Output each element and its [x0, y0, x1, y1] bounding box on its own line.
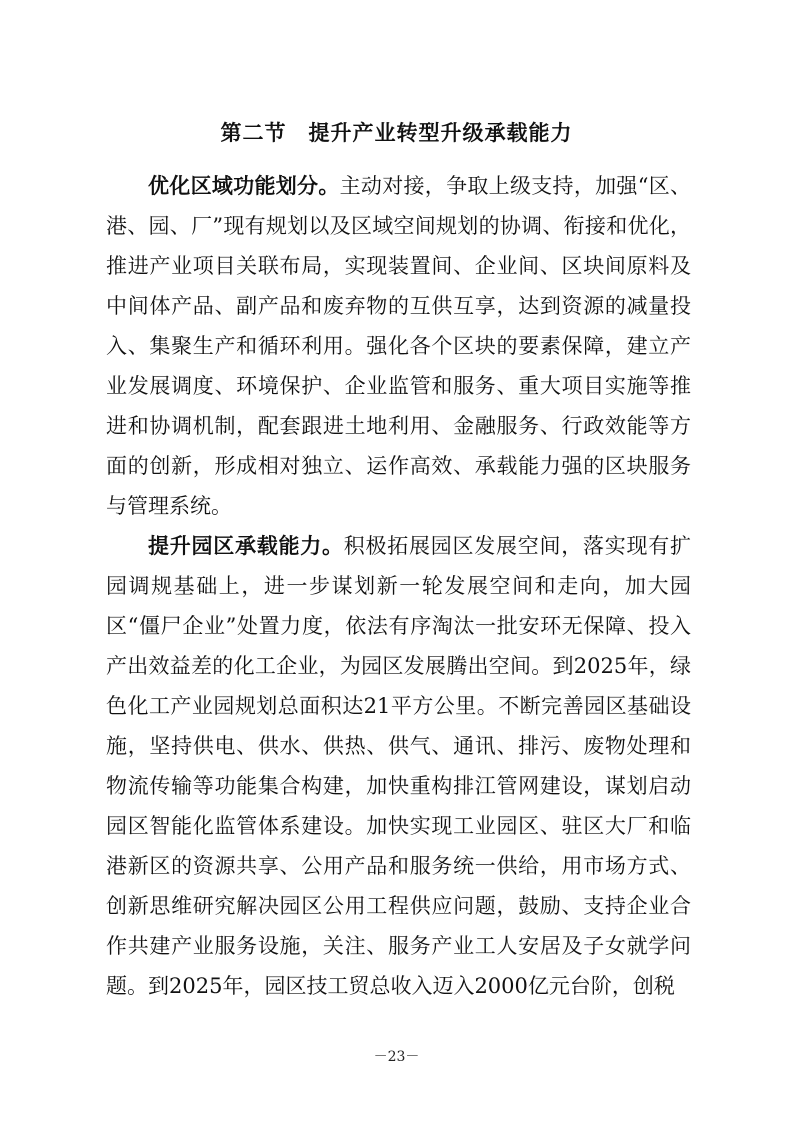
paragraph-park-capacity — [106, 526, 691, 1006]
paragraph-lead: 优化区域功能划分。 — [148, 174, 340, 198]
page-number: －23－ — [373, 1049, 420, 1065]
paragraph-text: 积极拓展园区发展空间，落实现有扩园调规基础上，进一步谋划新一轮发展空间和走向，加大园区“僵尸企业”处置力度，依法有序淘汰一批安环无保障、投入产出效益差的化工企业，为园区发展腾出空间。到2025年，绿色化工产业园规划总面积达21平方公里。不断完善园区基础设施，坚持供电、供水、供热、供气、通讯、排污、废物处理和物流传输等功能集合构建，加快重构排江管网建设，谋划启动园区智能化监管体系建设。加快实现工业园区、驻区大厂和临港新区的资源共享、公用产品和服务统一供给，用市场方式、创新思维研究解决园区公用工程供应问题，鼓励、支持企业合作共建产业服务设施，关注、服务产业工人安居及子女就学问题。到2025年，园区技工贸总收入迈入2000亿元台阶，创税 — [106, 534, 691, 998]
document-body — [106, 166, 691, 1006]
paragraph-text: 主动对接，争取上级支持，加强“区、港、园、厂”现有规划以及区域空间规划的协调、衔接和优化，推进产业项目关联布局，实现装置间、企业间、区块间原料及中间体产品、副产品和废弃物的互供互享，达到资源的减量投入、集聚生产和循环利用。强化各个区块的要素保障，建立产业发展调度、环境保护、企业监管和服务、重大项目实施等推进和协调机制，配套跟进土地利用、金融服务、行政效能等方面的创新，形成相对独立、运作高效、承载能力强的区块服务与管理系统。 — [106, 174, 692, 518]
section-heading: 第二节 提升产业转型升级承载能力 — [220, 121, 573, 145]
paragraph-regional-function — [106, 166, 691, 526]
paragraph-lead: 提升园区承载能力。 — [148, 534, 344, 558]
